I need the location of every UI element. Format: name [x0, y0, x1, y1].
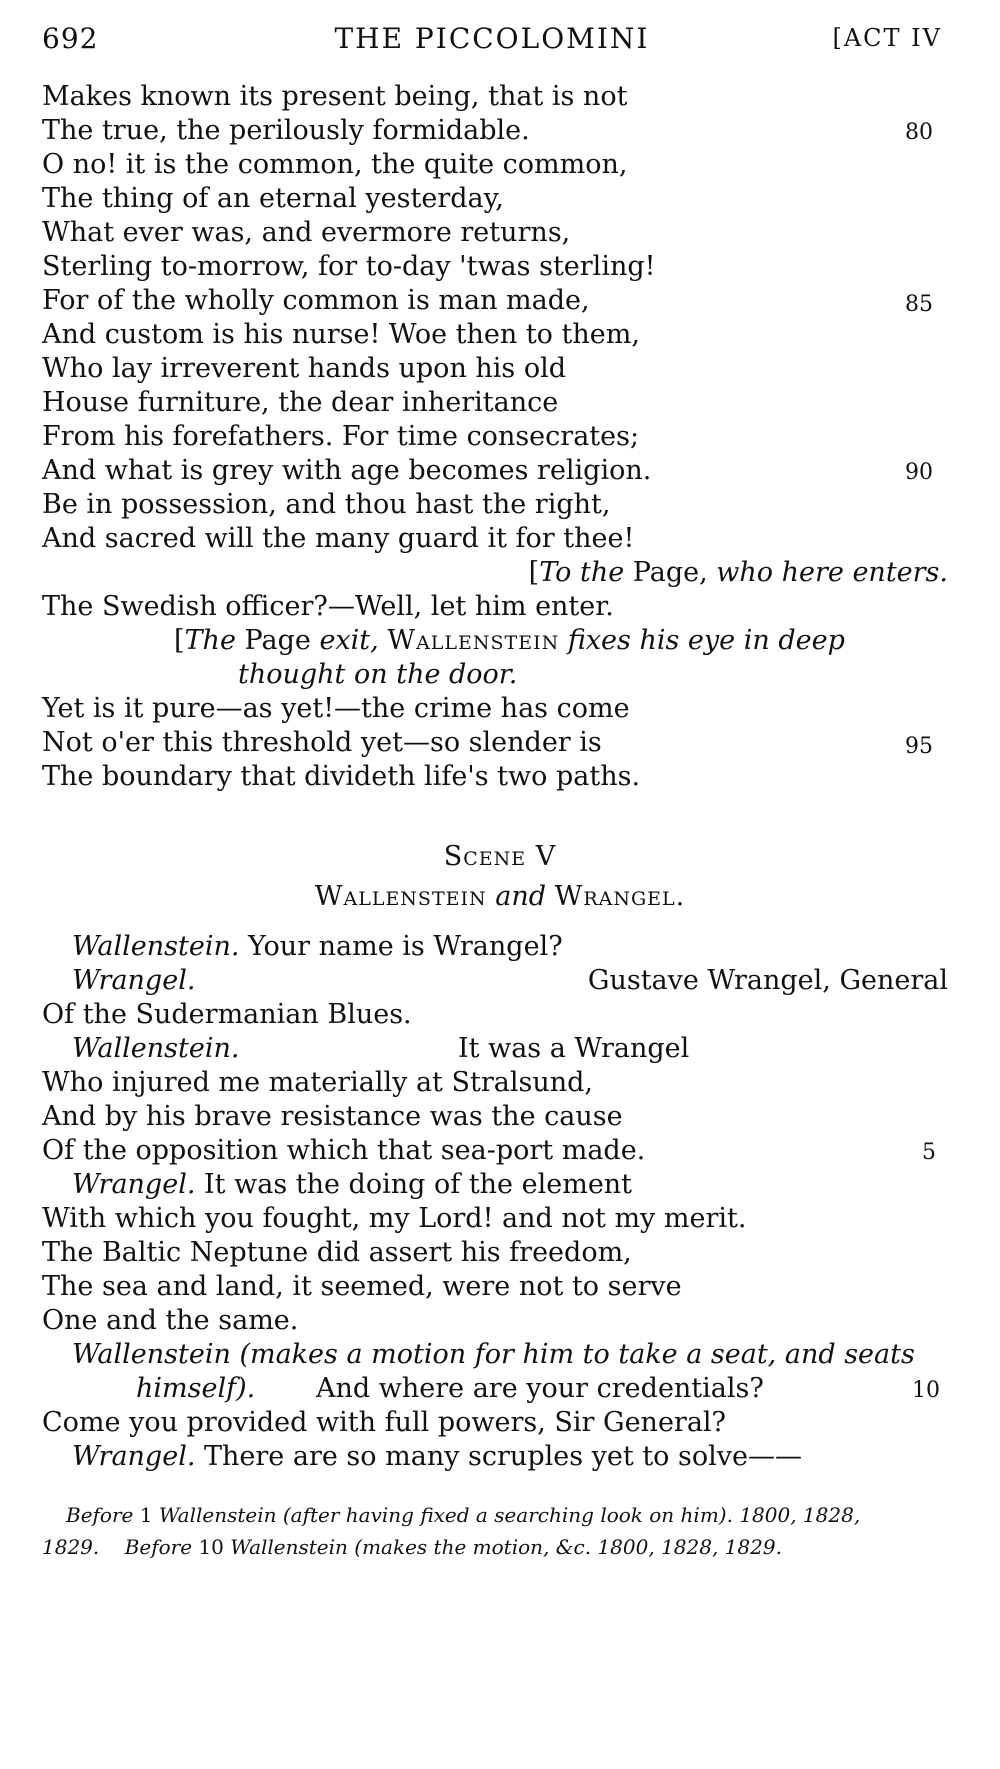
- scene-characters: [0, 880, 1000, 914]
- sd-text: The: [184, 625, 236, 656]
- character-name: Wrangel.: [554, 881, 686, 912]
- sd-character: Wallenstein: [387, 625, 560, 656]
- running-title: THE PICCOLOMINI: [334, 22, 650, 55]
- verse-line: Of the Sudermanian Blues.: [42, 999, 412, 1030]
- speaker: Wrangel.: [72, 1441, 196, 1472]
- verse-line: Not o'er this threshold yet—so slender is: [42, 727, 602, 758]
- dialogue-line: [72, 930, 563, 964]
- line-number: 95: [905, 734, 933, 759]
- bracket: [: [528, 557, 540, 588]
- speech: It was a Wrangel: [458, 1033, 690, 1064]
- character-name: Wallenstein: [314, 881, 487, 912]
- sd-character: Page,: [632, 557, 708, 588]
- verse-line: And sacred will the many guard it for thee!: [42, 523, 635, 554]
- speaker: Wrangel.: [72, 1169, 196, 1200]
- verse-line: With which you fought, my Lord! and not my merit.: [42, 1203, 747, 1234]
- verse-line: Come you provided with full powers, Sir General?: [42, 1407, 727, 1438]
- bracket: [: [174, 625, 185, 656]
- sd-text: exit,: [319, 625, 379, 656]
- footnote-years: 1800, 1828,: [739, 1503, 861, 1527]
- footnote-years: 1800, 1828, 1829.: [597, 1535, 782, 1559]
- verse-line: Who lay irreverent hands upon his old: [42, 353, 567, 384]
- line-number: 85: [905, 292, 933, 317]
- speaker: Wallenstein.: [72, 1033, 240, 1064]
- speech: It was the doing of the element: [204, 1169, 633, 1200]
- footnote-text: Wallenstein (after having fixed a searching look on him).: [158, 1503, 733, 1527]
- verse-line: Of the opposition which that sea-port made.: [42, 1135, 646, 1166]
- act-marker: [ACT IV: [832, 24, 942, 52]
- verse-line: Be in possession, and thou hast the right,: [42, 489, 611, 520]
- line-number: 5: [922, 1140, 936, 1165]
- verse-line: The true, the perilously formidable.: [42, 115, 530, 146]
- verse-line: The thing of an eternal yesterday,: [42, 183, 504, 214]
- verse-line: And by his brave resistance was the cause: [42, 1101, 623, 1132]
- footnote-ref: 1: [139, 1503, 153, 1527]
- verse-line: The sea and land, it seemed, were not to serve: [42, 1271, 682, 1302]
- verse-line: O no! it is the common, the quite common,: [42, 149, 628, 180]
- dialogue-line: [72, 1440, 802, 1474]
- line-number: 10: [912, 1378, 940, 1403]
- stage-direction-cont: himself).: [136, 1373, 256, 1404]
- page-number: 692: [42, 22, 99, 55]
- verse-line: And custom is his nurse! Woe then to them,: [42, 319, 640, 350]
- verse-line: The Swedish officer?—Well, let him enter.: [42, 591, 614, 622]
- dialogue-line: [72, 1168, 632, 1202]
- footnote: [42, 1532, 782, 1562]
- stage-direction: [529, 556, 948, 590]
- sd-text: fixes his eye in deep: [567, 625, 845, 656]
- speaker: Wallenstein: [72, 1339, 231, 1370]
- verse-line: From his forefathers. For time consecrates;: [42, 421, 640, 452]
- speaker: Wallenstein.: [72, 931, 240, 962]
- verse-line: The boundary that divideth life's two paths.: [42, 761, 641, 792]
- running-header: [42, 22, 942, 66]
- speech: There are so many scruples yet to solve——: [204, 1441, 802, 1472]
- footnote-ref: 10: [198, 1535, 224, 1559]
- line-number: 80: [905, 120, 933, 145]
- verse-line: For of the wholly common is man made,: [42, 285, 590, 316]
- stage-direction: [174, 624, 845, 658]
- stage-direction-cont: thought on the door.: [238, 659, 518, 690]
- verse-line: The Baltic Neptune did assert his freedom,: [42, 1237, 632, 1268]
- footnote: [66, 1500, 860, 1530]
- verse-line: Who injured me materially at Stralsund,: [42, 1067, 593, 1098]
- sd-text: who here enters.: [716, 557, 948, 588]
- verse-line: And what is grey with age becomes religion.: [42, 455, 652, 486]
- scene-heading: Scene V: [443, 841, 557, 872]
- sd-character: Page: [244, 625, 311, 656]
- footnote-text: Before: [66, 1503, 134, 1527]
- conjunction: and: [495, 881, 546, 912]
- speech: Gustave Wrangel, General: [587, 965, 948, 996]
- footnote-text: Wallenstein (makes the motion, &c.: [230, 1535, 592, 1559]
- verse-line: Yet is it pure—as yet!—the crime has come: [42, 693, 630, 724]
- speech: Your name is Wrangel?: [248, 931, 563, 962]
- line-number: 90: [905, 460, 933, 485]
- verse-line: What ever was, and evermore returns,: [42, 217, 571, 248]
- verse-line: Makes known its present being, that is not: [42, 81, 628, 112]
- verse-line: One and the same.: [42, 1305, 299, 1336]
- speaker: Wrangel.: [72, 965, 196, 996]
- speech: And where are your credentials?: [316, 1373, 764, 1404]
- footnote-years: 1829.: [42, 1535, 100, 1559]
- footnote-text: Before: [124, 1535, 193, 1559]
- dialogue-line: [72, 1338, 915, 1372]
- sd-text: To the: [539, 557, 625, 588]
- verse-line: Sterling to-morrow, for to-day 'twas sterling!: [42, 251, 656, 282]
- stage-direction: (makes a motion for him to take a seat, and seats: [239, 1339, 915, 1370]
- verse-line: House furniture, the dear inheritance: [42, 387, 559, 418]
